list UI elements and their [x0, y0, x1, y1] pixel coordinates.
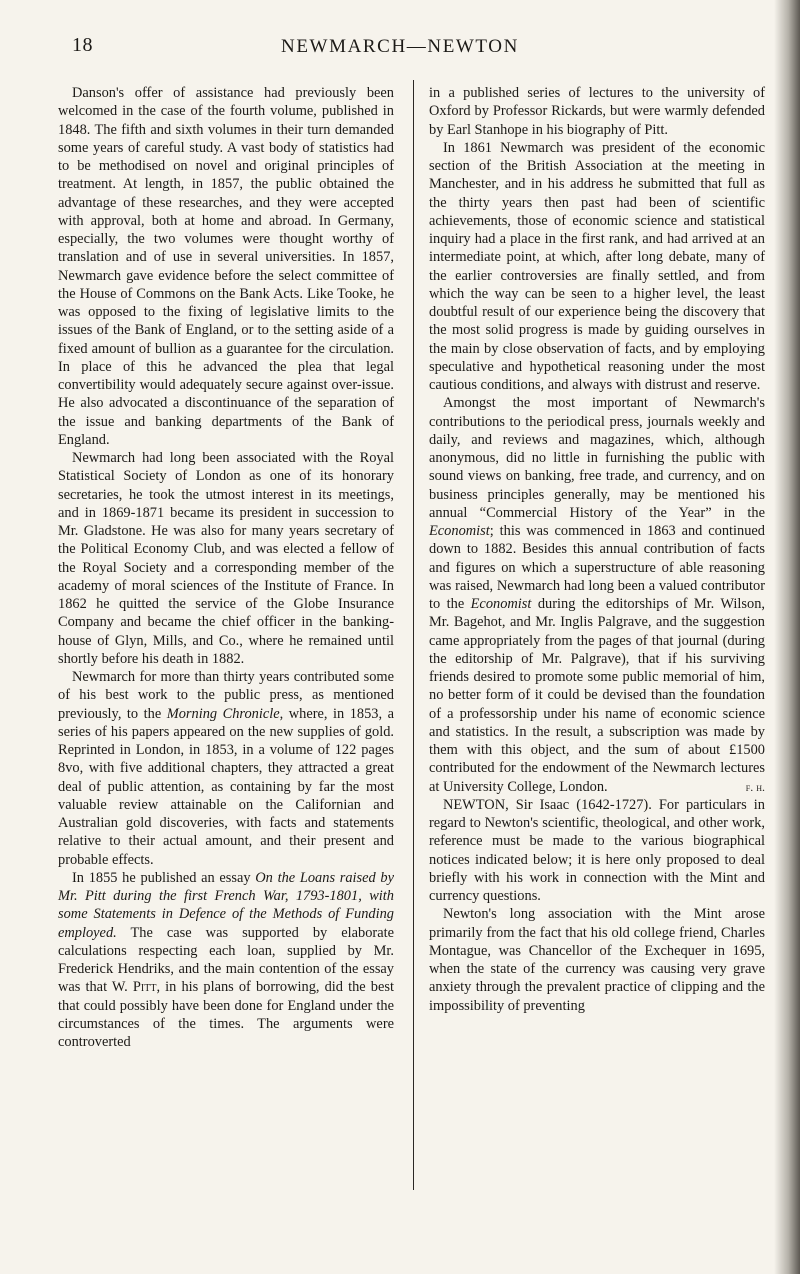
- right-column: [429, 84, 765, 1015]
- running-head: NEWMARCH—NEWTON: [281, 36, 519, 57]
- paragraph: in a published series of lectures to the university of Oxford by Professor Rickards, but were warmly defended by Earl Stanhope in his biography of Pitt.: [429, 85, 765, 138]
- italic-title: Economist: [429, 523, 490, 539]
- left-column: [58, 84, 394, 1051]
- text-run: ; this was commenced in 1863 and continued down to 1882. Besides this annual contribution of facts and figures on which a superstructure of able reasoning was raised, Newmarch had long been a valued contributor to the: [429, 523, 765, 612]
- italic-title: On the Loans raised by Mr. Pitt during the first French War, 1793-1801, with some Statements in Defence of the Methods of Funding employed.: [58, 869, 395, 941]
- text-run: , where, in 1853, a series of his papers appeared on the new supplies of gold. Reprinted in London, in 1853, in a volume of 122 pages 8vo, with five additional chapters, they attracted a great deal of public attention, as containing by far the most valuable review attainable on the Californian and Australian gold discoveries, with facts and statements relative to their actual amount, and their present and probable effects.: [58, 705, 394, 868]
- page-edge-shadow: [774, 0, 800, 1274]
- text-run: Newmarch for more than thirty years contributed some of his best work to the public press, as mentioned previously, to the: [58, 669, 394, 722]
- page-number: 18: [72, 34, 93, 56]
- italic-title: Economist: [470, 596, 532, 612]
- text-run: The case was supported by elaborate calculations respecting each loan, supplied by Mr. Frederick Hendriks, and the main contention of the essay was that W.: [58, 924, 394, 996]
- column-divider: [413, 80, 414, 1190]
- paragraph: [58, 668, 394, 869]
- entry-heading: NEWTON, Sir Isaac: [443, 796, 570, 813]
- paragraph: [429, 394, 765, 796]
- small-caps-name: Pitt: [132, 979, 157, 996]
- paragraph: [429, 796, 765, 906]
- text-run: (1642-1727). For particulars in regard to Newton's scientific, theological, and other work, reference must be made to the various biographical notices indicated below; it is here only proposed to deal briefly with his work in connection with the Mint and currency questions.: [429, 796, 765, 904]
- paragraph: Danson's offer of assistance had previously been welcomed in the case of the fourth volume, published in 1848. The fifth and sixth volumes in their turn demanded some years of careful study. A vast body of statistics had to be methodised on novel and original principles of treatment. At length, in 1857, the public obtained the advantage of these researches, and they were accepted with approval, both at home and abroad. In Germany, especially, the two volumes were thought worthy of translation and of use in several universities. In 1857, Newmarch gave evidence before the select committee of the House of Commons on the Bank Acts. Like Tooke, he was opposed to the fixing of legislative limits to the issues of the Bank of England, or to the setting aside of a fixed amount of bullion as a guarantee for the circulation. In place of this he advanced the plea that legal convertibility would adequately secure against over-issue. He also advocated a discontinuance of the separation of the issue and banking departments of the Bank of England.: [58, 85, 394, 448]
- italic-title: Morning Chronicle: [166, 705, 280, 722]
- paragraph: [58, 869, 394, 1052]
- paragraph: Newton's long association with the Mint arose primarily from the fact that his old college friend, Charles Montague, was Chancellor of the Exchequer in 1695, when the state of the currency was causing very grave anxiety through the prevalent practice of clipping and the impossibility of preventing: [429, 906, 765, 1014]
- paragraph: Newmarch had long been associated with the Royal Statistical Society of London as one of its honorary secretaries, he took the utmost interest in its meetings, and in 1869-1871 became its president in succession to Mr. Gladstone. He was also for many years secretary of the Political Economy Club, and was elected a fellow of the Royal Society and a corresponding member of the academy of moral sciences of the Institute of France. In 1862 he quitted the service of the Globe Insurance Company and became the chief officer in the banking-house of Glyn, Mills, and Co., where he remained until shortly before his death in 1882.: [58, 450, 394, 667]
- author-initials: f. h.: [745, 779, 765, 794]
- text-run: during the editorships of Mr. Wilson, Mr. Bagehot, and Mr. Inglis Palgrave, and the suggestion came appropriately from the pages of that journal (during the editorship of Mr. Palgrave), that if his surviving friends desired to promote some public memorial of him, no better form of it could be devised than the foundation of a professorship under his name of economic science and statistics. In the result, a subscription was made by them with this object, and the sum of about £1500 contributed for the endowment of the Newmarch lectures at University College, London.: [429, 596, 765, 795]
- text-run: , in his plans of borrowing, did the best that could possibly have been done for England under the circumstances of the times. The arguments were controverted: [58, 979, 394, 1050]
- text-run: Amongst the most important of Newmarch's contributions to the periodical press, journals weekly and daily, and reviews and magazines, which, although anonymous, did no little in furnishing the public with sound views on banking, free trade, and currency, and on business principles generally, may be mentioned his annual “Commercial History of the Year” in the: [429, 395, 765, 521]
- text-run: In 1855 he published an essay: [72, 869, 256, 886]
- paragraph: In 1861 Newmarch was president of the economic section of the British Association at the meeting in Manchester, and in his address he submitted that full as the thirty years then past had been of scientific achievements, those of economic science and statistical inquiry had a place in the first rank, and had arrived at an intermediate point, at which, after long debate, many of the earlier controversies are finally settled, and from which the way can be seen to a higher level, the least doubtful result of our experience being the discovery that the most solid progress is made by guiding ourselves in the main by close observation of facts, and by employing speculative and hypothetical reasoning under the most cautious conditions, and always with distrust and reserve.: [429, 139, 765, 393]
